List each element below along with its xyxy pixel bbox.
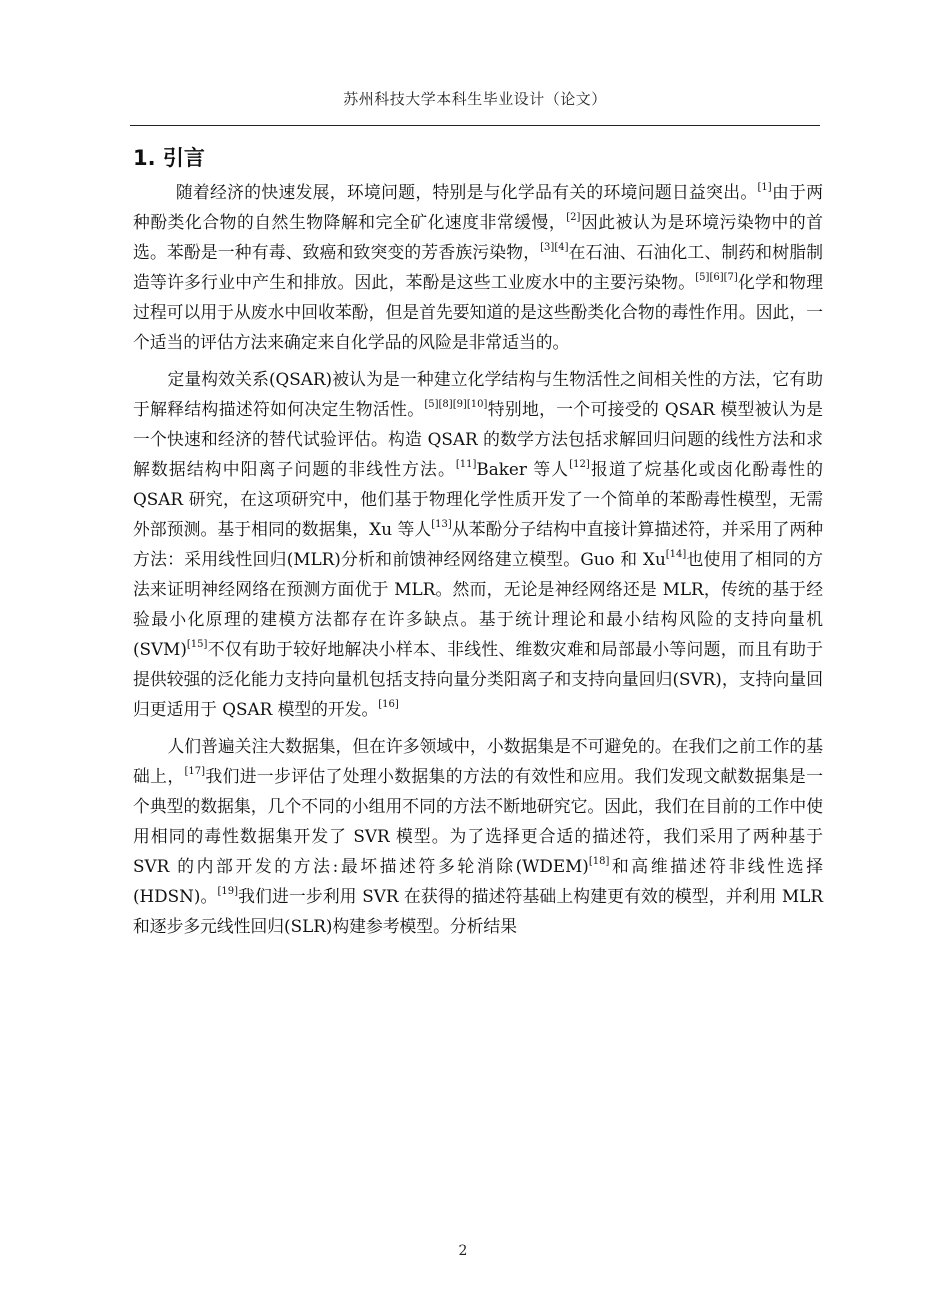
text-run: 定量构效关系(QSAR)被认为是一种建立化学结构与生物活性之间相关性的方法，它有助于解释结构描述符如何决定生物活性。 (133, 369, 823, 419)
text-run: 我们进一步评估了处理小数据集的方法的有效性和应用。我们发现文献数据集是一个典型的数据集，几个不同的小组用不同的方法不断地研究它。因此，我们在目前的工作中使用相同的毒性数据集开发了 SVR 模型。为了选择更合适的描述符，我们采用了两种基于 SVR 的内部开发的方法:最坏描述符多轮消除(WDEM) (133, 766, 823, 876)
text-run: 报道了烷基化或卤化酚毒性的 QSAR 研究，在这项研究中，他们基于物理化学性质开发了一个简单的苯酚毒性模型，无需外部预测。基于相同的数据集，Xu 等人 (133, 459, 823, 539)
text-run: 化学和物理过程可以用于从废水中回收苯酚，但是首先要知道的是这些酚类化合物的毒性作用。因此，一个适当的评估方法来确定来自化学品的风险是非常适当的。 (133, 272, 823, 352)
header-rule (130, 125, 820, 126)
text-run: 从苯酚分子结构中直接计算描述符，并采用了两种方法：采用线性回归(MLR)分析和前馈神经网络建立模型。Guo 和 Xu (133, 519, 823, 569)
text-run: 在石油、石油化工、制药和树脂制造等许多行业中产生和排放。因此，苯酚是这些工业废水中的主要污染物。 (133, 242, 823, 292)
running-header: 苏州科技大学本科生毕业设计（论文） (343, 90, 607, 108)
text-run: 因此被认为是环境污染物中的首选。苯酚是一种有毒、致癌和致突变的芳香族污染物， (133, 212, 823, 262)
paragraph-3 (133, 731, 823, 941)
text-run: 人们普遍关注大数据集，但在许多领域中，小数据集是不可避免的。在我们之前工作的基础上， (133, 736, 823, 786)
citation-ref: [16] (378, 699, 399, 710)
citation-ref: [1] (757, 182, 772, 193)
citation-ref: [17] (184, 766, 206, 777)
citation-ref: [13] (431, 519, 452, 530)
text-run: 和高维描述符非线性选择(HDSN)。 (133, 856, 823, 906)
citation-ref: [18] (588, 856, 610, 867)
paragraph-1 (133, 177, 823, 357)
page-number: 2 (458, 1243, 468, 1259)
text-run: Baker 等人 (476, 459, 570, 479)
citation-ref: [5][6][7] (695, 272, 738, 283)
citation-ref: [2] (566, 212, 581, 223)
body-text (133, 177, 823, 948)
citation-ref: [19] (217, 886, 238, 897)
paragraph-2 (133, 364, 823, 724)
text-run: 不仅有助于较好地解决小样本、非线性、维数灾难和局部最小等问题，而且有助于提供较强的泛化能力支持向量机包括支持向量分类阳离子和支持向量回归(SVR)，支持向量回归更适用于 QSAR 模型的开发。 (133, 639, 823, 719)
text-run: 由于两种酚类化合物的自然生物降解和完全矿化速度非常缓慢， (133, 182, 823, 232)
text-run: 特别地，一个可接受的 QSAR 模型被认为是一个快速和经济的替代试验评估。构造 QSAR 的数学方法包括求解回归问题的线性方法和求解数据结构中阳离子问题的非线性方法。 (133, 399, 823, 479)
citation-ref: [12] (569, 459, 590, 470)
text-run: 我们进一步利用 SVR 在获得的描述符基础上构建更有效的模型，并利用 MLR 和逐步多元线性回归(SLR)构建参考模型。分析结果 (133, 886, 823, 936)
citation-ref: [14] (665, 549, 687, 560)
citation-ref: [11] (455, 459, 477, 470)
citation-ref: [15] (186, 639, 208, 650)
text-run: 随着经济的快速发展，环境问题，特别是与化学品有关的环境问题日益突出。 (175, 182, 758, 202)
text-run: 也使用了相同的方法来证明神经网络在预测方面优于 MLR。然而，无论是神经网络还是 MLR，传统的基于经验最小化原理的建模方法都存在许多缺点。基于统计理论和最小结构风险的支持向量机(SVM) (133, 549, 823, 659)
citation-ref: [3][4] (540, 242, 569, 253)
citation-ref: [5][8][9][10] (424, 399, 488, 410)
section-heading: 1. 引言 (133, 146, 205, 170)
